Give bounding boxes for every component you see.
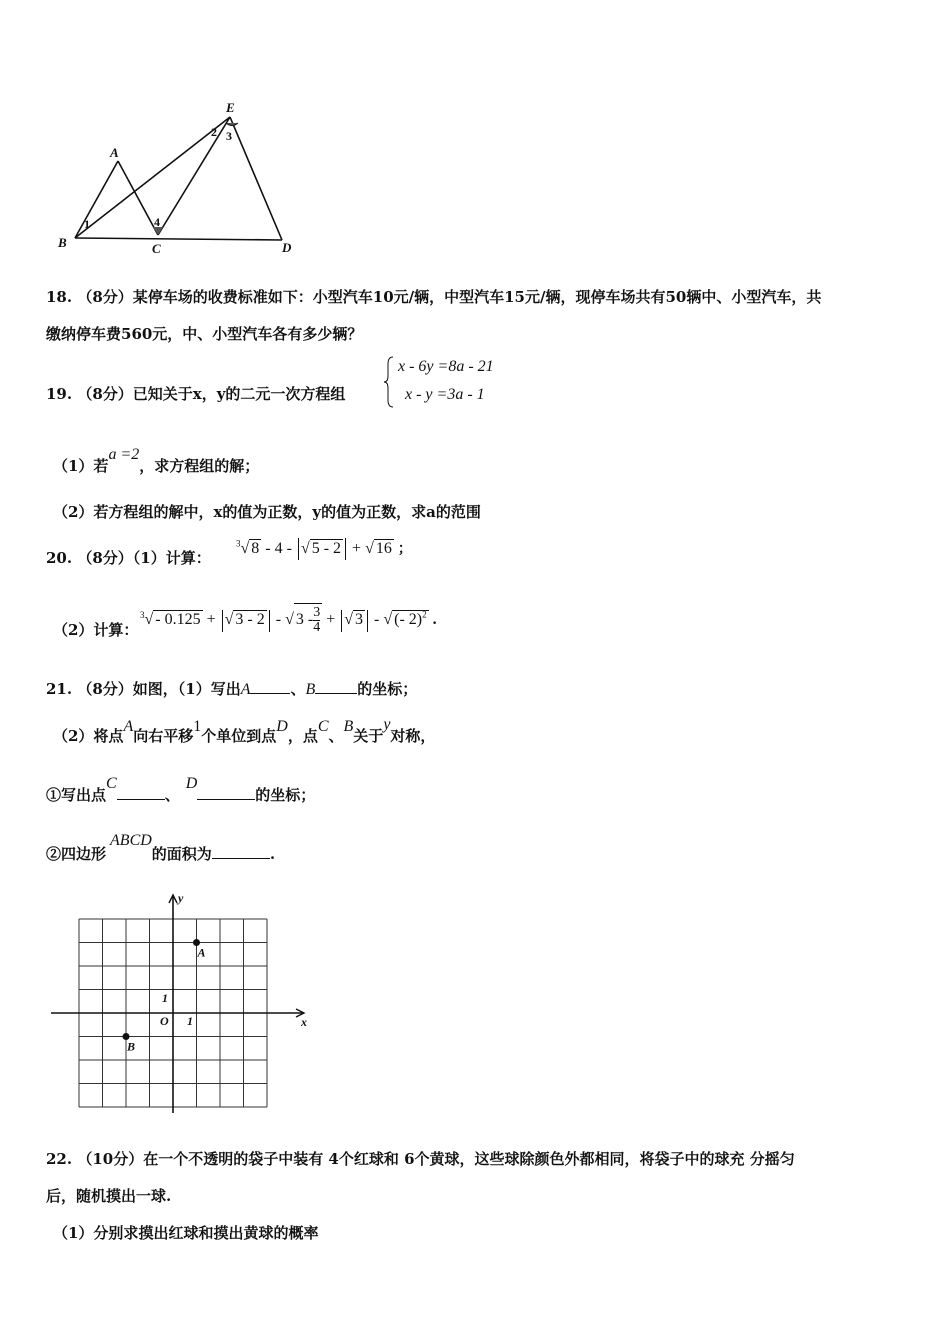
segment-BA (75, 161, 118, 238)
q20-part-2-prefix: （2）计算： (53, 621, 139, 639)
q21-blank-C[interactable] (117, 785, 165, 800)
q19-stem: 19. （8分）已知关于x，y的二元一次方程组 (46, 385, 346, 403)
angle-label-2: 2 (211, 125, 217, 139)
q19-p1-prefix: （1）若 (53, 457, 109, 475)
q20-e2-end: . (432, 611, 437, 629)
q21-part-2 (53, 716, 436, 746)
q21-p2-B: B (343, 718, 354, 735)
angle-label-4: 4 (154, 215, 160, 229)
point-label-A: A (197, 945, 206, 960)
q21-c1-C: C (106, 775, 117, 792)
q21-p2-e: 、 (328, 727, 344, 745)
q20-e2-c-pre: 3 - (295, 611, 314, 629)
q21-p2-d: ，点 (287, 727, 318, 745)
q21-c1-a: ①写出点 (46, 786, 107, 804)
q18-line-1: 18. （8分）某停车场的收费标准如下：小型汽车10元/辆，中型汽车15元/辆，现停车场共有50辆中、小型汽车，共 (46, 288, 822, 306)
q20-e2-e (392, 610, 428, 628)
q20-e2-c (294, 603, 322, 635)
label-B: B (58, 235, 67, 250)
q19-part-2: （2）若方程组的解中，x的值为正数，y的值为正数，求a的范围 (53, 503, 481, 521)
segment-ED (230, 117, 282, 240)
unit-label-x: 1 (187, 1014, 193, 1028)
q21-p2-C: C (317, 718, 329, 735)
q21-c2-a: ②四边形 (46, 845, 107, 863)
q21-blank-area[interactable] (212, 844, 270, 859)
unit-label-y: 1 (162, 991, 168, 1005)
q21-blank-A[interactable] (250, 679, 290, 694)
q21-p2-a: （2）将点 (53, 727, 124, 745)
origin-label: O (160, 1014, 169, 1028)
q20-e2-root-index: 3 (140, 609, 145, 620)
q18-line-2: 缴纳停车费560元，中、小型汽车各有多少辆？ (46, 325, 363, 343)
q20-e1-d: 16 (375, 540, 392, 557)
angle-label-1: 1 (84, 217, 90, 231)
q19-p1-suffix: ，求方程组的解； (139, 457, 260, 475)
q22-part-1: （1）分别求摸出红球和摸出黄球的概率 (53, 1224, 319, 1242)
q19-part-1 (53, 446, 260, 476)
q21-sub-2 (46, 832, 276, 864)
q20-expression-1: $^3$√ 8 - 4 - √ 5 - 2 + √ 16 ； (236, 538, 412, 560)
q20-e1-plus: + (352, 540, 362, 557)
q20-e2-e-exp: 2 (422, 609, 427, 620)
q20-stem: 20. （8分）（1）计算： (46, 549, 211, 567)
q21-c2-b: 的面积为 (151, 845, 212, 863)
q21-p2-y: y (383, 716, 391, 733)
q21-p2-D: D (276, 718, 288, 735)
q20-e2-e-base: (- 2) (394, 611, 423, 629)
q21-point-A: A (240, 681, 251, 698)
q20-e1-end: ； (397, 542, 412, 557)
axis-label-y: y (178, 891, 184, 905)
q20-e2-a: - 0.125 (155, 611, 201, 629)
q19-p1-math: a =2 (108, 446, 140, 463)
q21-sub-1 (46, 775, 316, 805)
q20-e2-minus-2: - (374, 611, 380, 629)
segment-BD (75, 238, 282, 240)
q21-c1-coord: 的坐标； (255, 786, 316, 804)
q20-e2-d: 3 (355, 611, 363, 629)
q20-e2-plus-2: + (326, 611, 336, 629)
label-E: E (226, 100, 235, 115)
q20-e1-a: 8 (251, 540, 260, 557)
point-label-B: B (127, 1039, 136, 1054)
label-D: D (282, 240, 292, 255)
angle-mark-3 (226, 123, 238, 126)
q21-p2-b: 向右平移 (133, 727, 194, 745)
q21-sep: 、 (290, 680, 306, 698)
axis-label-x: x (301, 1015, 307, 1029)
q21-c2-end: . (269, 845, 276, 863)
q21-p2-c: 个单位到点 (201, 727, 277, 745)
angle-label-3: 3 (226, 129, 232, 143)
q20-e2-c-den: 4 (313, 620, 321, 635)
q21-coord-text: 的坐标； (357, 680, 418, 698)
q21-stem (46, 678, 417, 699)
q21-blank-D[interactable] (197, 785, 255, 800)
geometry-figure (50, 95, 310, 265)
q20-e2-fraction (313, 606, 320, 635)
label-A: A (110, 145, 119, 160)
q21-c1-D: D (185, 775, 198, 792)
segment-BE (75, 117, 230, 238)
label-C: C (152, 241, 161, 256)
q22-line-2: 后，随机摸出一球. (46, 1187, 172, 1205)
q21-p2-A: A (123, 718, 134, 735)
q21-p2-g: 对称， (390, 727, 436, 745)
segment-AC (118, 161, 158, 235)
coordinate-grid-figure (48, 888, 318, 1118)
q21-p2-f: 关于 (353, 727, 384, 745)
q21-c2-ABCD: ABCD (110, 832, 152, 849)
q20-e2-minus-1: - (275, 611, 282, 629)
segment-CE (158, 117, 230, 235)
q21-stem-text: 21. （8分）如图，（1）写出 (46, 680, 241, 698)
q20-e1-root-index: 3 (236, 538, 241, 549)
q20-e1-c: 5 - 2 (311, 540, 342, 557)
q20-expression-2: $^3$√ - 0.125 + √ 3 - 2 - √ 3 - $\frac{3}{4}$ + √ 3 - √ (- 2)$^2$ . (140, 605, 437, 635)
q19-equation-1: x - 6y =8a - 21 (398, 358, 494, 375)
q21-point-B: B (305, 681, 316, 698)
q21-p2-one: 1 (193, 718, 202, 735)
equation-system-brace (383, 356, 395, 408)
q20-e2-b: 3 - 2 (235, 611, 265, 629)
q22-line-1: 22. （10分）在一个不透明的袋子中装有 4个红球和 6个黄球，这些球除颜色外都相同，将袋子中的球充 分摇匀 (46, 1150, 795, 1168)
q21-c1-sep: 、 (164, 786, 180, 804)
q19-equation-2: x - y =3a - 1 (405, 386, 485, 403)
q21-blank-B[interactable] (315, 679, 357, 694)
q20-e2-c-num: 3 (313, 605, 321, 620)
q20-e1-b: - 4 - (265, 540, 292, 557)
q20-e2-plus-1: + (206, 611, 216, 629)
